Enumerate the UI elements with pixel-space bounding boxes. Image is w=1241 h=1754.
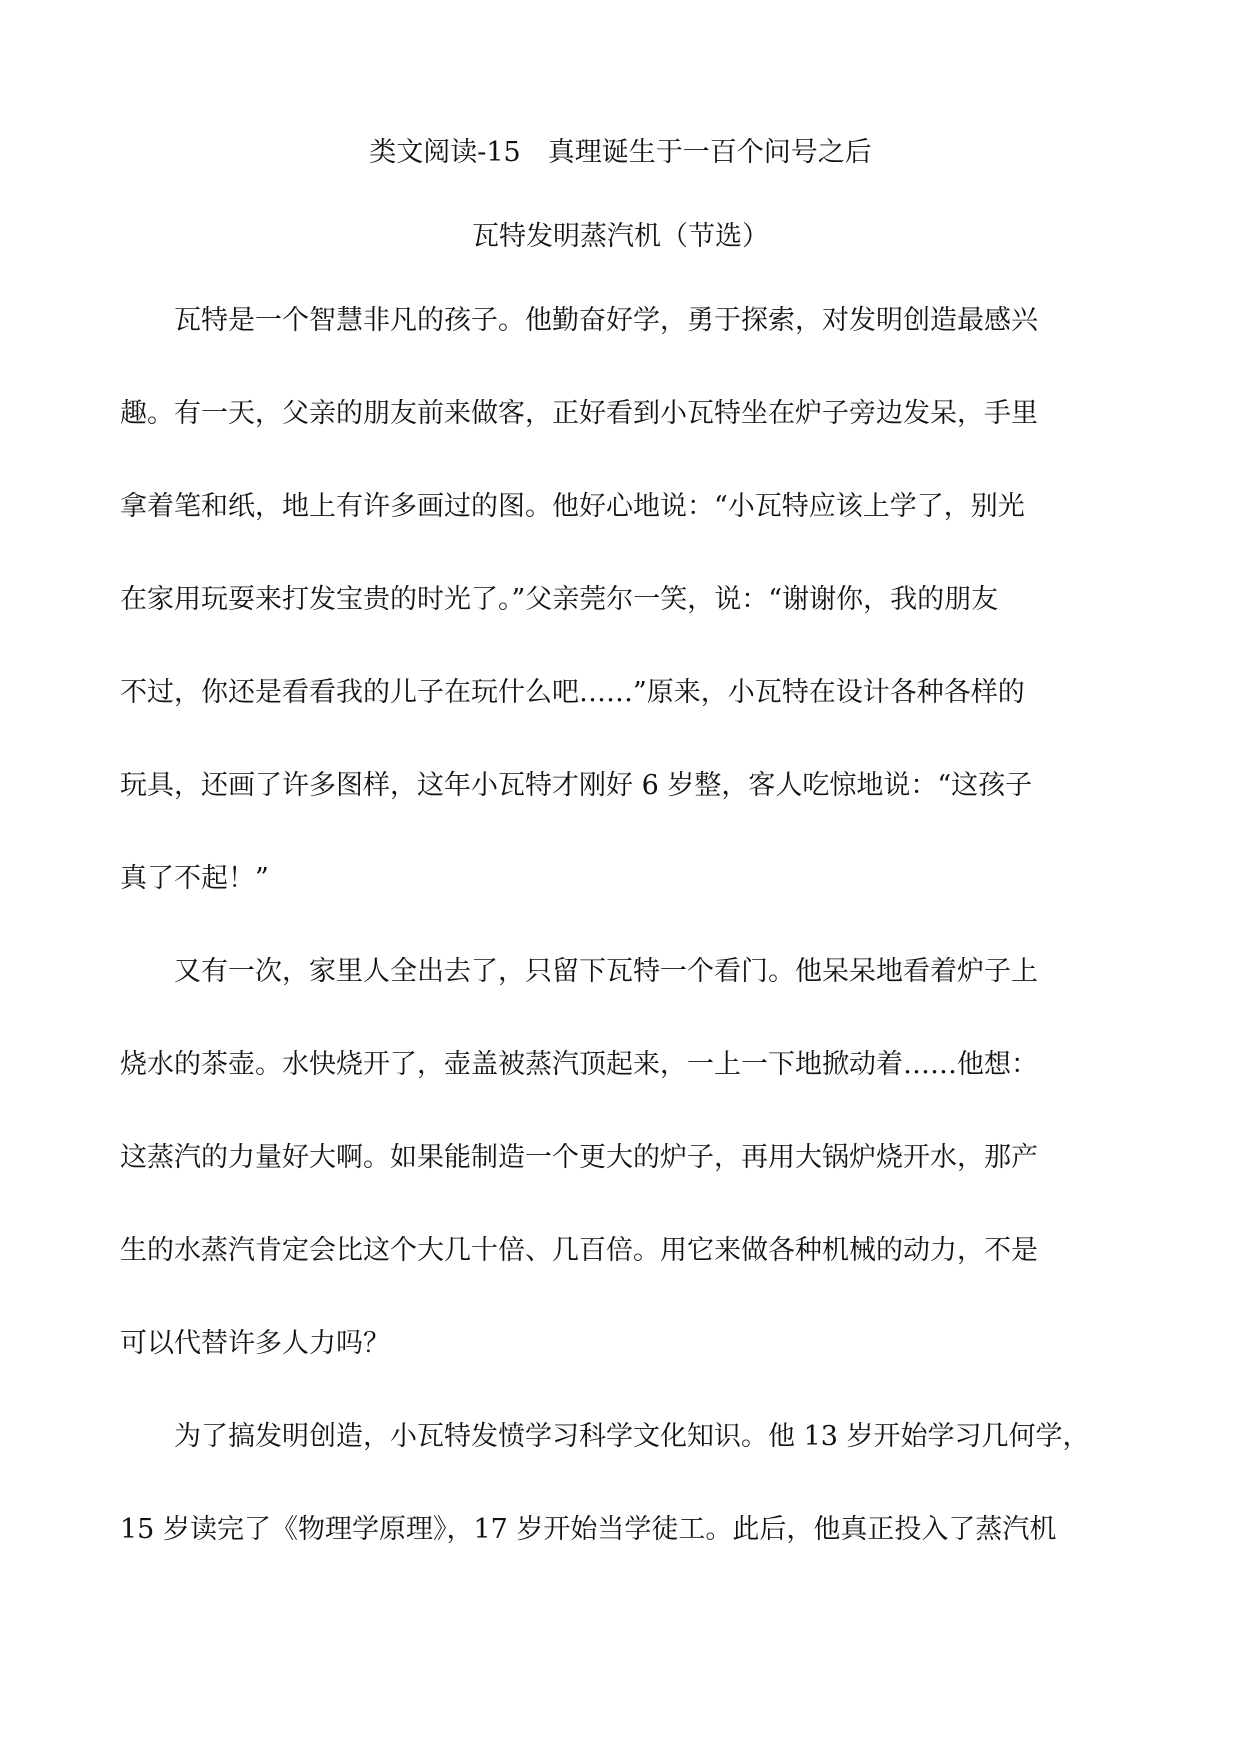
paragraph-2-line-4: 生的水蒸汽肯定会比这个大几十倍、几百倍。用它来做各种机械的动力，不是	[120, 1235, 1038, 1266]
document-title: 类文阅读-15 真理诞生于一百个问号之后	[369, 137, 872, 168]
paragraph-1-line-5: 不过，你还是看看我的儿子在玩什么吧……”原来，小瓦特在设计各种各样的	[120, 677, 1025, 708]
paragraph-3-line-2: 15 岁读完了《物理学原理》，17 岁开始当学徒工。此后，他真正投入了蒸汽机	[120, 1514, 1057, 1545]
paragraph-2-line-1: 又有一次，家里人全出去了，只留下瓦特一个看门。他呆呆地看着炉子上	[174, 956, 1038, 987]
paragraph-1-line-2: 趣。有一天，父亲的朋友前来做客，正好看到小瓦特坐在炉子旁边发呆，手里	[120, 398, 1038, 429]
paragraph-1-line-1: 瓦特是一个智慧非凡的孩子。他勤奋好学，勇于探索，对发明创造最感兴	[174, 305, 1038, 336]
paragraph-2-line-2: 烧水的茶壶。水快烧开了，壶盖被蒸汽顶起来，一上一下地掀动着……他想：	[120, 1049, 1038, 1080]
document-subtitle: 瓦特发明蒸汽机（节选）	[472, 221, 769, 252]
paragraph-1-line-6: 玩具，还画了许多图样，这年小瓦特才刚好 6 岁整，客人吃惊地说：“这孩子	[120, 770, 1033, 801]
paragraph-1-line-3: 拿着笔和纸，地上有许多画过的图。他好心地说：“小瓦特应该上学了，别光	[120, 491, 1025, 522]
paragraph-1-line-7: 真了不起！”	[120, 863, 269, 894]
paragraph-2-line-5: 可以代替许多人力吗？	[120, 1328, 390, 1359]
paragraph-2-line-3: 这蒸汽的力量好大啊。如果能制造一个更大的炉子，再用大锅炉烧开水，那产	[120, 1142, 1038, 1173]
paragraph-3-line-1: 为了搞发明创造，小瓦特发愤学习科学文化知识。他 13 岁开始学习几何学，	[174, 1421, 1090, 1452]
paragraph-1-line-4: 在家用玩耍来打发宝贵的时光了。”父亲莞尔一笑，说：“谢谢你，我的朋友	[120, 584, 999, 615]
